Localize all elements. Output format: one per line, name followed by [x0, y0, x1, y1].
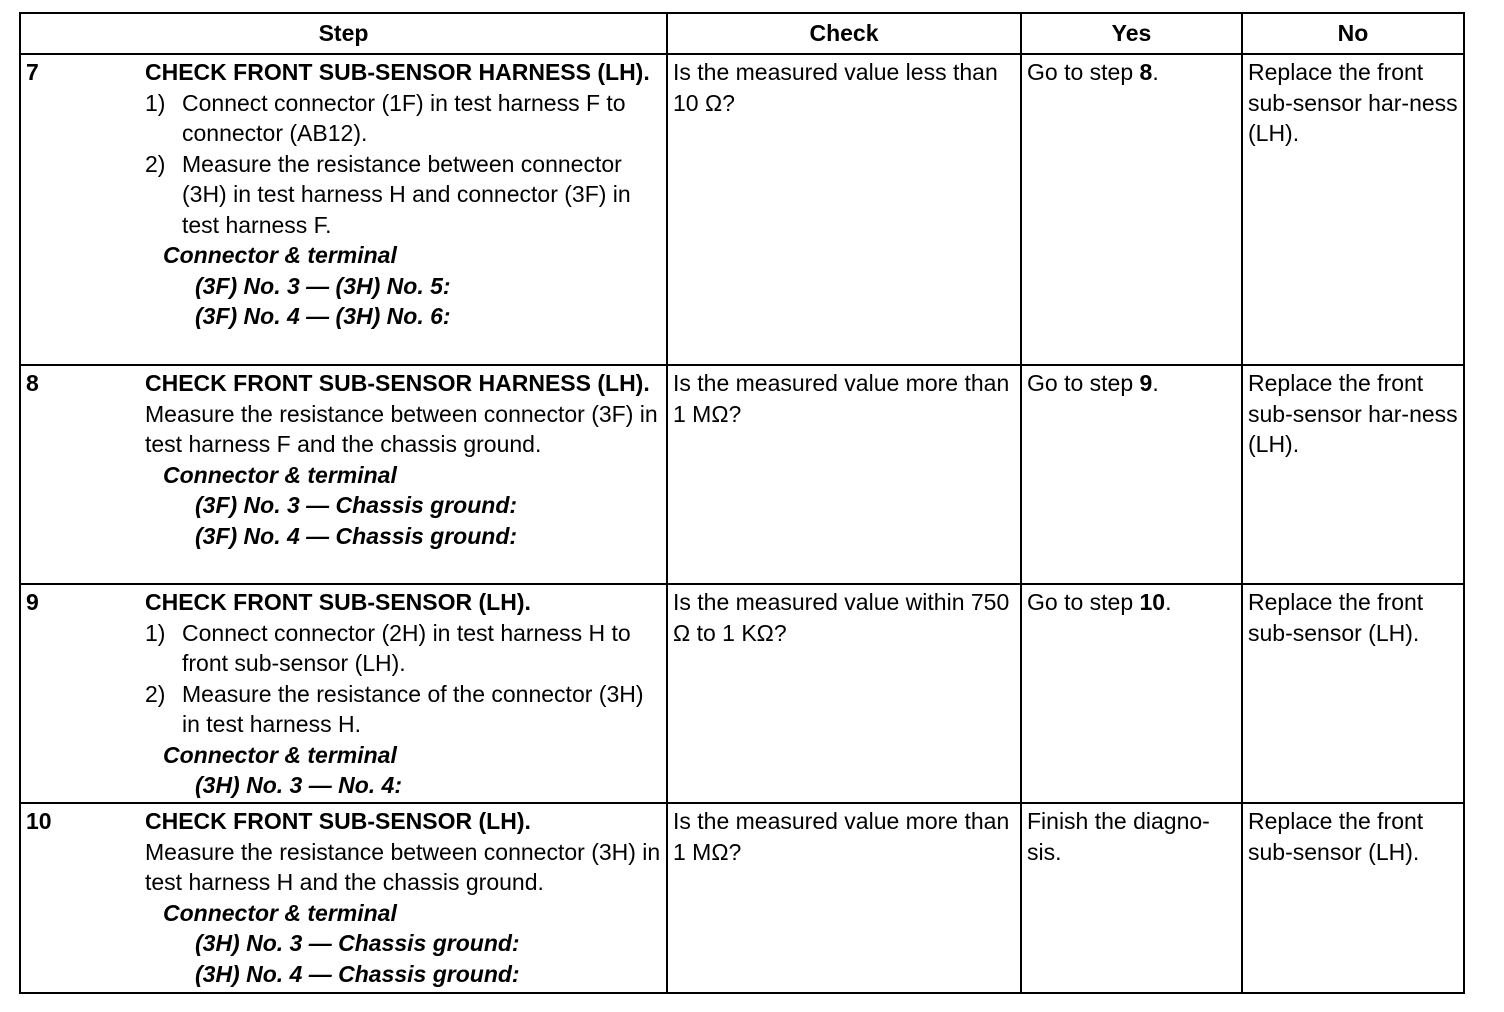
step-title: CHECK FRONT SUB-SENSOR (LH).	[145, 589, 531, 615]
check-cell	[667, 803, 1021, 993]
yes-action	[1022, 55, 1241, 88]
connector-terminal-line: (3F) No. 4 — (3H) No. 6:	[195, 303, 451, 329]
yes-suffix: .	[1165, 589, 1172, 615]
step-row	[20, 365, 1464, 584]
step-number: 10	[26, 808, 52, 834]
header-row	[20, 13, 1464, 54]
substep	[145, 149, 662, 241]
no-cell	[1242, 584, 1464, 803]
step-cell	[20, 584, 667, 803]
no-action: Replace the front sub-sensor har-ness (LH).	[1248, 370, 1458, 457]
header-yes: Yes	[1021, 13, 1242, 54]
substep-text: Measure the resistance of the connector (3H) in test harness H.	[182, 680, 644, 737]
step-number: 9	[26, 589, 39, 615]
connector-terminal-line: (3F) No. 3 — Chassis ground:	[195, 492, 518, 518]
check-question: Is the measured value less than 10 Ω?	[673, 59, 998, 116]
step-number: 7	[26, 59, 39, 85]
substep-number: 2)	[145, 680, 166, 707]
step-cell	[20, 54, 667, 365]
no-action: Replace the front sub-sensor har-ness (LH).	[1248, 59, 1458, 146]
substep-text: Connect connector (1F) in test harness F to connector (AB12).	[182, 89, 626, 146]
no-cell	[1242, 54, 1464, 365]
connector-terminal-heading: Connector & terminal	[163, 899, 397, 926]
step-row	[20, 584, 1464, 803]
header-no: No	[1242, 13, 1464, 54]
step-title: CHECK FRONT SUB-SENSOR (LH).	[145, 808, 531, 834]
yes-action	[1022, 585, 1241, 618]
step-title: CHECK FRONT SUB-SENSOR HARNESS (LH).	[145, 370, 650, 396]
yes-step-number: 10	[1139, 589, 1166, 615]
substep-number: 1)	[145, 619, 166, 646]
connector-terminal-heading: Connector & terminal	[163, 461, 397, 488]
connector-terminal-line: (3F) No. 4 — Chassis ground:	[195, 522, 518, 549]
step-title: CHECK FRONT SUB-SENSOR HARNESS (LH).	[145, 59, 650, 85]
connector-terminal-line: (3F) No. 3 — (3H) No. 5:	[195, 272, 451, 299]
yes-cell	[1021, 54, 1242, 365]
step-cell	[20, 803, 667, 993]
step-row	[20, 803, 1464, 993]
no-cell	[1242, 803, 1464, 993]
connector-terminal-heading: Connector & terminal	[163, 242, 397, 268]
connector-terminal-line: (3H) No. 3 — No. 4:	[195, 772, 403, 798]
substep-number: 2)	[145, 150, 166, 177]
yes-suffix: .	[1152, 370, 1159, 396]
step-row	[20, 54, 1464, 365]
header-step: Step	[20, 13, 667, 54]
diagnosis-table	[19, 12, 1465, 994]
yes-text: Finish the diagno-sis.	[1027, 808, 1210, 865]
no-action: Replace the front sub-sensor (LH).	[1248, 808, 1424, 865]
yes-action	[1022, 366, 1241, 399]
connector-terminal-line: (3H) No. 3 — Chassis ground:	[195, 930, 520, 956]
header-check: Check	[667, 13, 1021, 54]
substep	[145, 618, 662, 679]
connector-terminal-heading: Connector & terminal	[163, 741, 397, 768]
no-cell	[1242, 365, 1464, 584]
step-instruction: Measure the resistance between connector (3H) in test harness H and the chassis ground.	[145, 838, 661, 895]
check-cell	[667, 584, 1021, 803]
substep-text: Measure the resistance between connector (3H) in test harness H and connector (3F) in test harness F.	[182, 150, 631, 238]
substep-number: 1)	[145, 89, 166, 116]
substep	[145, 88, 662, 149]
substep-text: Connect connector (2H) in test harness H to front sub-sensor (LH).	[182, 619, 631, 676]
substep	[145, 679, 662, 740]
check-question: Is the measured value more than 1 MΩ?	[673, 808, 1010, 865]
yes-suffix: .	[1152, 59, 1159, 85]
yes-action	[1022, 804, 1241, 867]
yes-text: Go to step	[1027, 370, 1140, 396]
check-question: Is the measured value within 750 Ω to 1 KΩ?	[673, 589, 1010, 646]
step-instruction: Measure the resistance between connector (3F) in test harness F and the chassis ground.	[145, 400, 658, 457]
no-action: Replace the front sub-sensor (LH).	[1248, 589, 1424, 646]
yes-cell	[1021, 584, 1242, 803]
check-cell	[667, 54, 1021, 365]
yes-step-number: 8	[1139, 59, 1153, 85]
step-number: 8	[26, 370, 39, 396]
yes-cell	[1021, 803, 1242, 993]
yes-text: Go to step	[1027, 59, 1140, 85]
yes-cell	[1021, 365, 1242, 584]
check-question: Is the measured value more than 1 MΩ?	[673, 370, 1010, 427]
step-cell	[20, 365, 667, 584]
check-cell	[667, 365, 1021, 584]
yes-step-number: 9	[1139, 370, 1153, 396]
connector-terminal-line: (3H) No. 4 — Chassis ground:	[195, 960, 520, 987]
yes-text: Go to step	[1027, 589, 1140, 615]
